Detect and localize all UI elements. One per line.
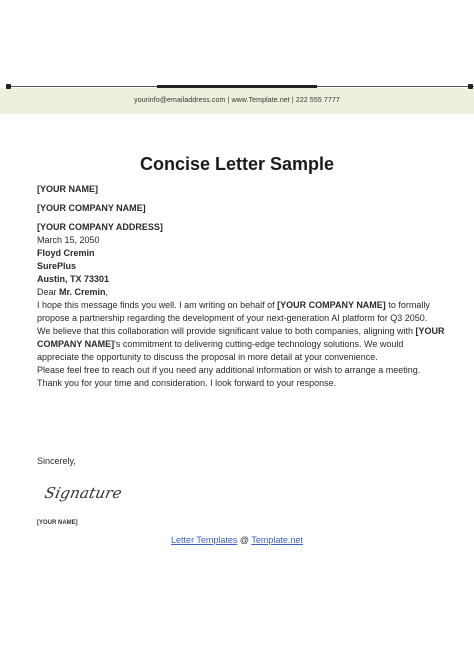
salutation-name: Mr. Cremin [59,287,106,297]
template-net-link[interactable]: Template.net [251,535,303,545]
header-left-marker [6,84,11,89]
sender-name: [YOUR NAME] [37,184,98,194]
letter-templates-link[interactable]: Letter Templates [171,535,238,545]
closing: Sincerely, [37,456,76,466]
header-contact-info: yourinfo@emailaddress.com | www.Template.net | 222 555 7777 [134,97,340,104]
sender-address: [YOUR COMPANY ADDRESS] [37,222,163,232]
footer-separator: @ [237,535,252,545]
letter-date: March 15, 2050 [37,235,100,245]
recipient-company: SurePlus [37,261,77,271]
recipient-city: Austin, TX 73301 [37,274,110,284]
p1-text-b: to formally propose a partnership regarding the development of your next-generation AI platform for Q3 2050. [37,300,430,323]
p2-company-placeholder: [YOUR COMPANY NAME] [37,326,445,349]
paragraph-2 [37,325,447,364]
paragraph-1 [37,299,447,325]
p2-text-a: We believe that this collaboration will provide significant value to both companies, aligning with [37,326,416,336]
signature-name: [YOUR NAME] [37,520,78,526]
salutation-suffix: , [105,287,109,297]
header-right-marker [468,84,473,89]
recipient-name: Floyd Cremin [37,248,95,258]
p1-text-a: I hope this message finds you well. I am writing on behalf of [37,300,278,310]
salutation-prefix: Dear [37,287,60,297]
footer-attribution [0,535,474,545]
paragraph-4: Thank you for your time and consideration. I look forward to your response. [37,378,337,388]
p1-company-placeholder: [YOUR COMPANY NAME] [277,300,386,310]
header-accent-rule [157,85,317,88]
letter-title: Concise Letter Sample [139,154,335,174]
sender-company: [YOUR COMPANY NAME] [37,203,146,213]
p2-text-b: 's commitment to delivering cutting-edge technology solutions. We would appreciate the opportunity to discuss the proposal in more detail at your convenience. [37,339,404,362]
salutation [37,286,447,299]
signature: Signature [43,484,124,502]
paragraph-3: Please feel free to reach out if you need any additional information or wish to arrange a meeting. [37,365,421,375]
letter-body [37,183,447,390]
